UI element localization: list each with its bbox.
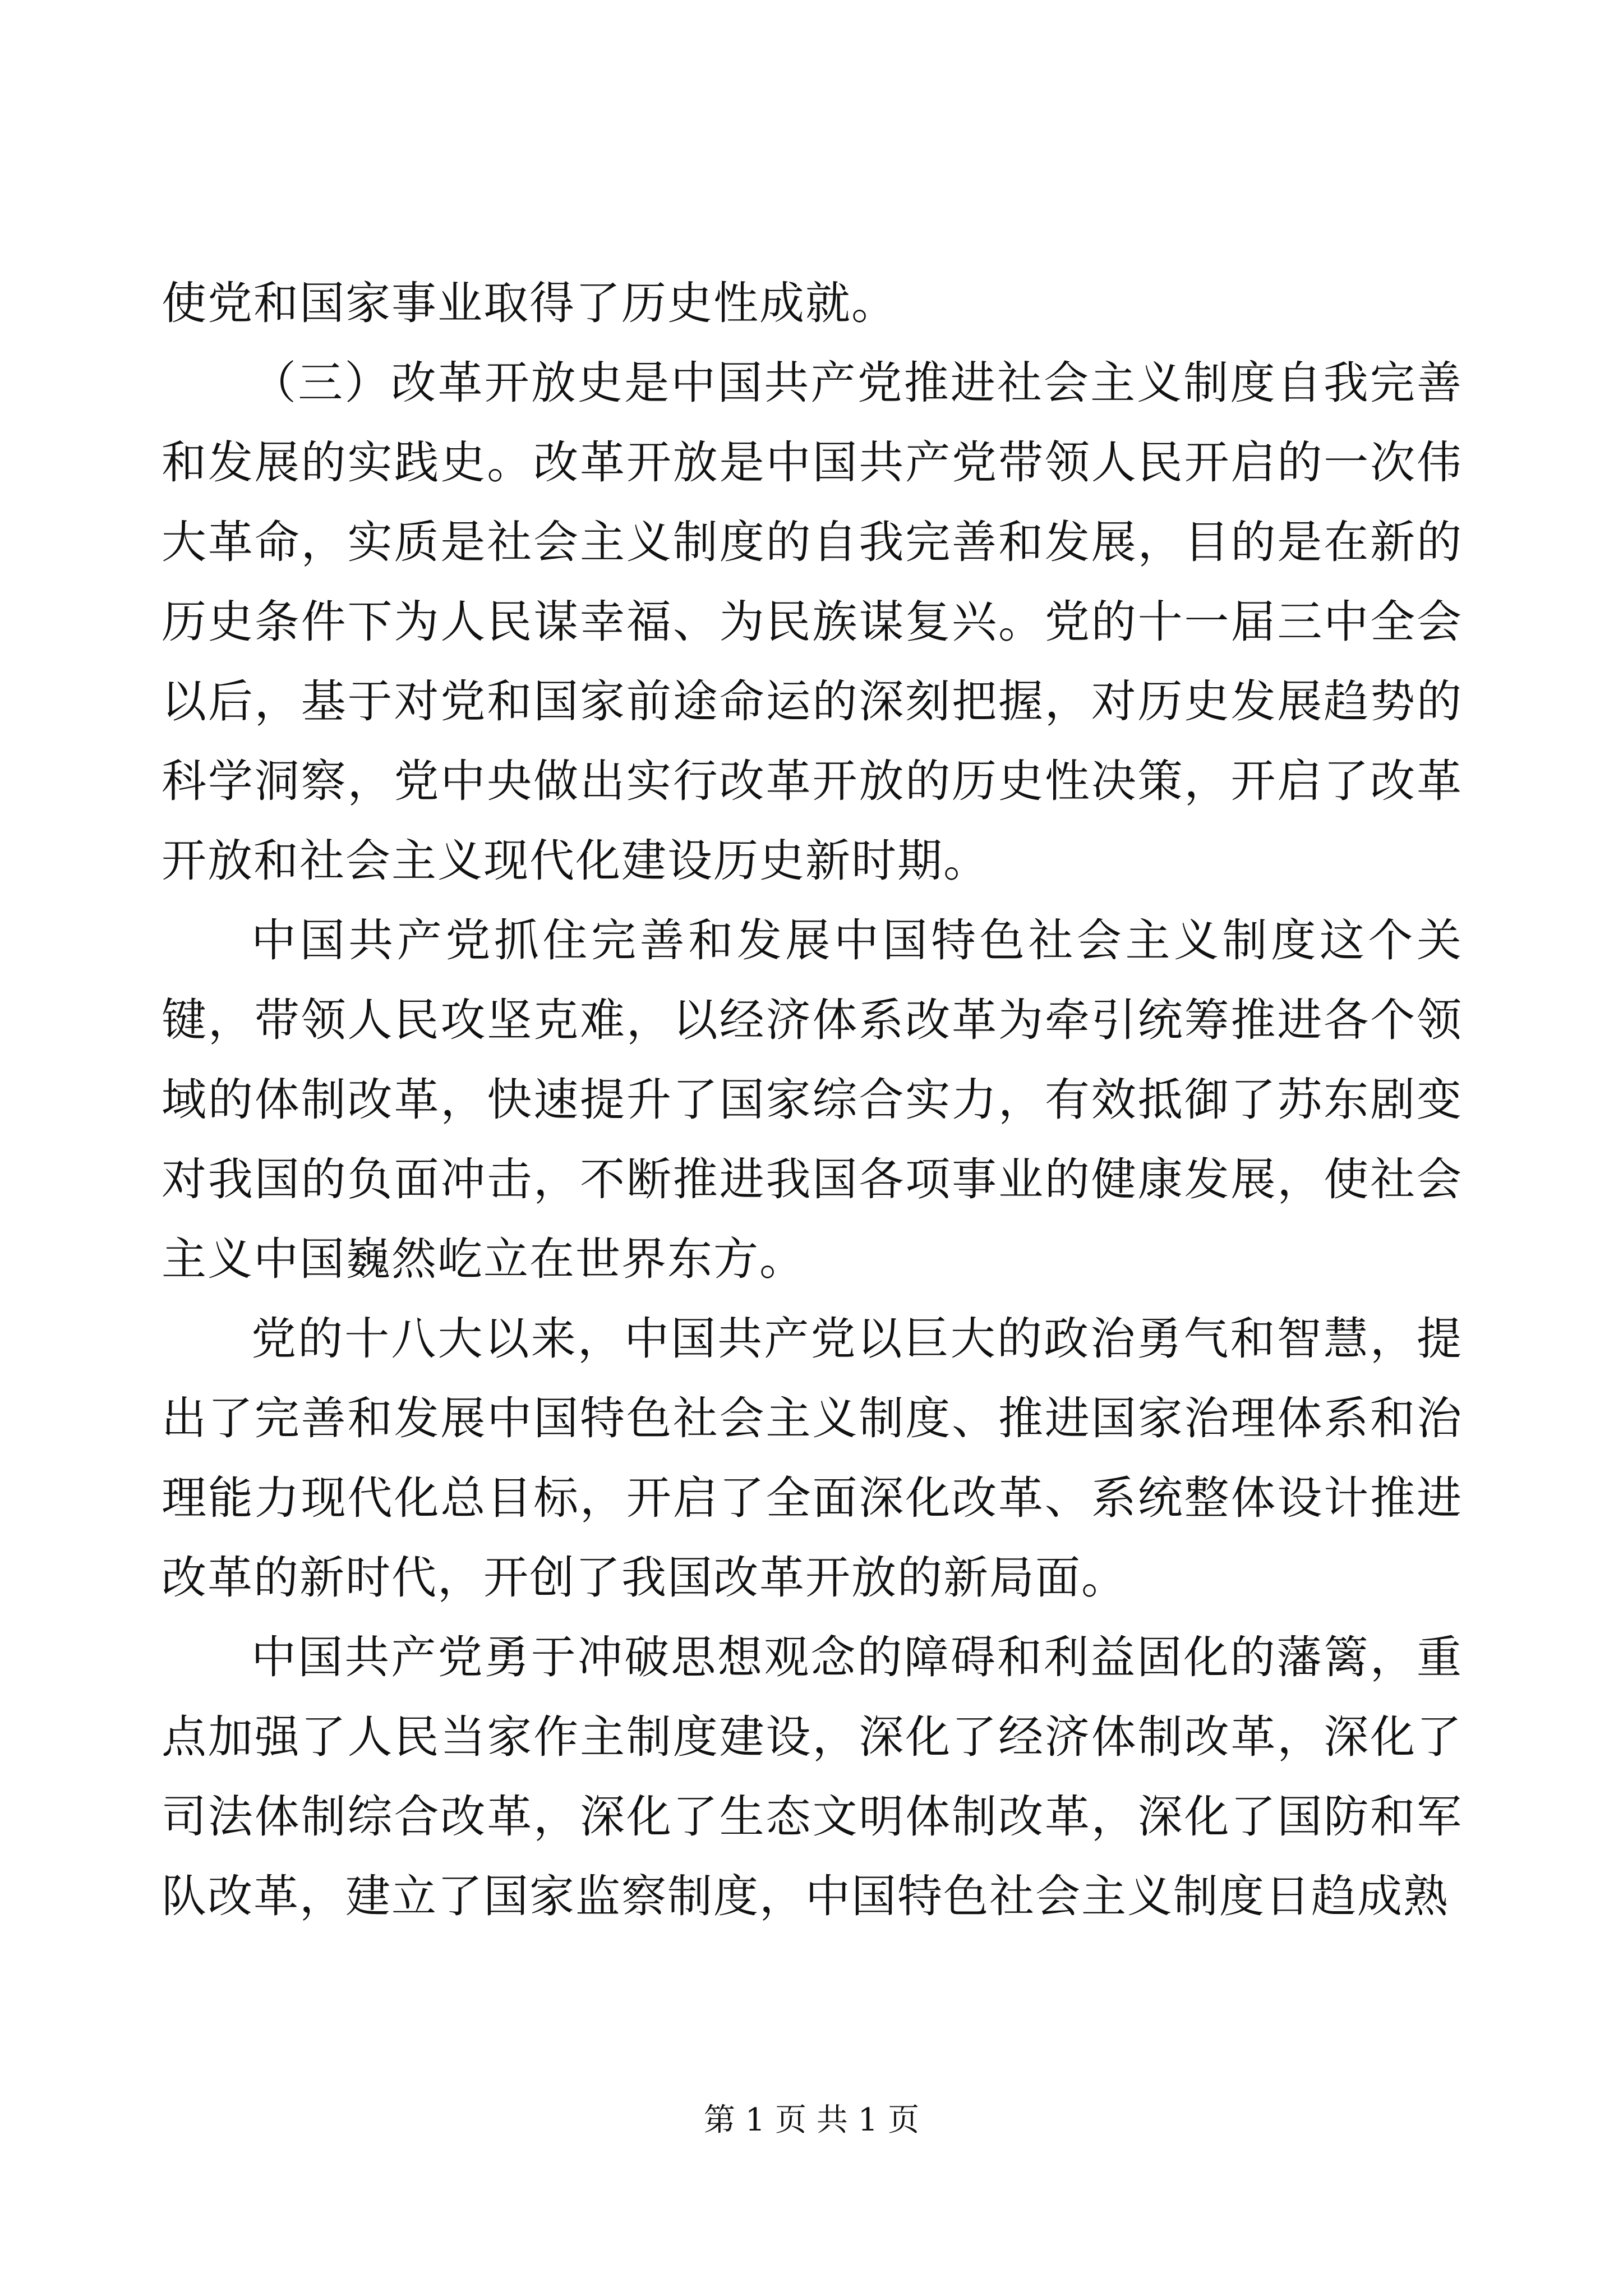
document-body bbox=[162, 264, 1463, 1936]
paragraph-system-improvement: 中国共产党抓住完善和发展中国特色社会主义制度这个关键，带领人民攻坚克难，以经济体系改革为牵引统筹推进各个领域的体制改革，快速提升了国家综合实力，有效抵御了苏东剧变对我国的负面冲击，不断推进我国各项事业的健康发展，使社会主义中国巍然屹立在世界东方。 bbox=[162, 914, 1463, 1285]
paragraph-reform-history: （三）改革开放史是中国共产党推进社会主义制度自我完善和发展的实践史。改革开放是中国共产党带领人民开启的一次伟大革命，实质是社会主义制度的自我完善和发展，目的是在新的历史条件下为人民谋幸福、为民族谋复兴。党的十一届三中全会以后，基于对党和国家前途命运的深刻把握，对历史发展趋势的科学洞察，党中央做出实行改革开放的历史性决策，开启了改革开放和社会主义现代化建设历史新时期。 bbox=[162, 357, 1463, 887]
page-footer: 第 1 页 共 1 页 bbox=[703, 2102, 920, 2138]
paragraph-continuation: 使党和国家事业取得了历史性成就。 bbox=[162, 277, 897, 329]
paragraph-deepening-reform: 中国共产党勇于冲破思想观念的障碍和利益固化的藩篱，重点加强了人民当家作主制度建设，深化了经济体制改革，深化了司法体制综合改革，深化了生态文明体制改革，深化了国防和军队改革，建立了国家监察制度，中国特色社会主义制度日趋成熟 bbox=[162, 1631, 1463, 1922]
paragraph-eighteenth-congress: 党的十八大以来，中国共产党以巨大的政治勇气和智慧，提出了完善和发展中国特色社会主义制度、推进国家治理体系和治理能力现代化总目标，开启了全面深化改革、系统整体设计推进改革的新时代，开创了我国改革开放的新局面。 bbox=[162, 1313, 1463, 1604]
